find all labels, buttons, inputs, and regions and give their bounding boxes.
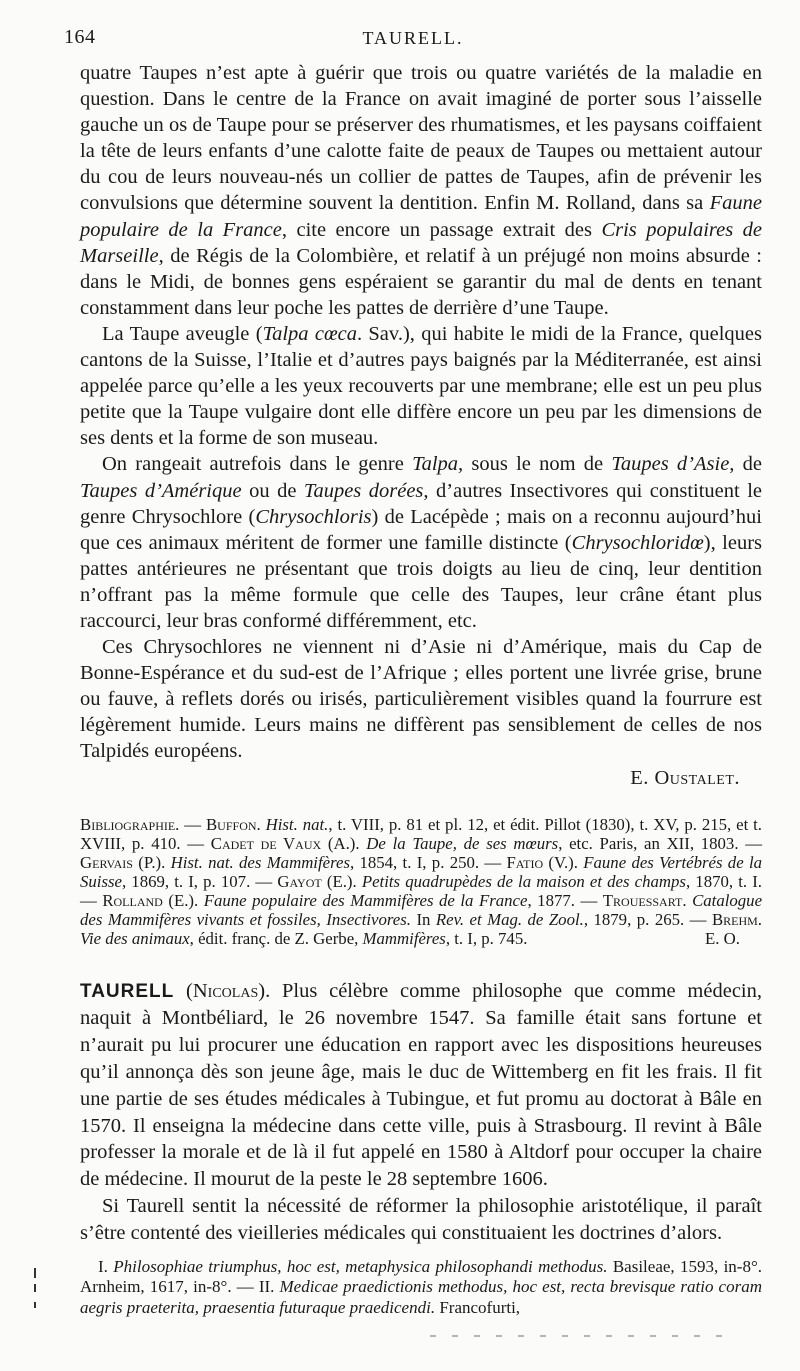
page-number: 164 [64,26,96,48]
talpa-paragraph-4: Ces Chrysochlores ne viennent ni d’Asie ni d’Amérique, mais du Cap de Bonne-Espérance et du sud-est de l’Afrique ; elles portent une livrée grise, brune ou fauve, à reflets dorés ou irisés, particulièrement visibles quand la fourrure est légèrement humide. Leurs mains ne diffèrent pas sensiblement de celles de nos Talpidés européens. [80,636,762,763]
taurell-entry [80,978,762,1318]
running-head: TAURELL. [362,28,464,48]
taurell-works-list: I. Philosophiae triumphus, hoc est, metaphysica philosophandi methodus. Basileae, 1593, in-8°. Arnheim, 1617, in-8°. — II. Medicae praedictionis methodus, hoc est, recta brevisque ratio coram aegris praeterita, praesentia futuraque praedicendi. Francofurti, [80,1256,762,1317]
page-header [64,22,762,54]
article-signature-line [80,765,762,791]
bibliography [80,815,762,948]
talpa-paragraph-2: La Taupe aveugle (Talpa cœca. Sav.), qui habite le midi de la France, quelques cantons de la Suisse, l’Italie et d’autres pays baignés par la Méditerranée, est ainsi appelée parce qu’elle a les yeux recouverts par une membrane; elle est un peu plus petite que la Taupe vulgaire dont elle diffère encore un peu par les dimensions de ses dents et la forme de son museau. [80,322,763,450]
margin-marks [32,1262,38,1322]
article-signature: E. Oustalet. [630,766,740,789]
taurell-paragraph-1 [80,978,762,1193]
entry-headword: TAURELL [80,980,175,1002]
bibliography-signature: E. O. [705,928,740,948]
page-body [80,60,762,1335]
bibliography-text: Bibliographie. — Buffon. Hist. nat., t. VIII, p. 81 et pl. 12, et édit. Pillot (1830), t. XV, p. 215, et t. XVIII, p. 410. — Cadet de Vaux (A.). De la Taupe, de ses mœurs, etc. Paris, an XII, 1803. — Gervais (P.). Hist. nat. des Mammifères, 1854, t. I, p. 250. — Fatio (V.). Faune des Vertébrés de la Suisse, 1869, t. I, p. 107. — Gayot (E.). Petits quadrupèdes de la maison et des champs, 1870, t. I. — Rolland (E.). Faune populaire des Mammifères de la France, 1877. — Trouessart. Catalogue des Mammifères vivants et fossiles, Insectivores. In Rev. et Mag. de Zool., 1879, p. 265. — Brehm. Vie des animaux, édit. franç. de Z. Gerbe, Mammifères, t. I, p. 745. [80,814,763,948]
taurell-paragraph-2: Si Taurell sentit la nécessité de réformer la philosophie aristotélique, il paraît s’être contenté des vieilleries médicales qui constituaient les doctrines d’alors. [80,1195,762,1244]
scan-artifact [430,1335,730,1337]
talpa-paragraph-3: On rangeait autrefois dans le genre Talpa, sous le nom de Taupes d’Asie, de Taupes d’Amérique ou de Taupes dorées, d’autres Insectivores qui constituent le genre Chrysochlore (Chrysochloris) de Lacépède ; mais on a reconnu aujourd’hui que ces animaux méritent de former une famille distincte (Chrysochloridœ), leurs pattes antérieures ne présentant que trois doigts au lieu de cinq, leur dentition n’offrant pas la même formule que celle des Taupes, leur crâne étant plus raccourci, leur bras conformé différemment, etc. [80,453,762,632]
taurell-paragraph-1-text: (Nicolas). Plus célèbre comme philosophe que comme médecin, naquit à Montbéliard, le 26 novembre 1547. Sa famille était sans fortune et n’aurait pu lui procurer une éducation en rapport avec les dispositions heureuses qu’il annonça dès son jeune âge, mais le duc de Wittemberg en fit les frais. Il fit une partie de ses études médicales à Tubingue, et fut promu au doctorat à Bâle en 1570. Il enseigna la médecine dans cette ville, puis à Strasbourg. Il revint à Bâle professer la morale et de là il fut appelé en 1580 à Altdorf pour occuper la chaire de médecine. Il mourut de la peste le 28 septembre 1606. [80,979,762,1191]
talpa-paragraph-1: quatre Taupes n’est apte à guérir que trois ou quatre variétés de la maladie en question. Dans le centre de la France on avait imaginé de porter sous l’aisselle gauche un os de Taupe pour se préserver des rhumatismes, et les paysans coiffaient la tête de leurs enfants d’une calotte faite de peaux de Taupes ou mettaient autour du cou de leurs nouveau-nés un collier de pattes de Taupes, afin de prévenir les convulsions que détermine souvent la dentition. Enfin M. Rolland, dans sa Faune populaire de la France, cite encore un passage extrait des Cris populaires de Marseille, de Régis de la Colombière, et relatif à un préjugé non moins absurde : dans le Midi, de bonnes gens espéraient se garantir du mal de dents en tenant constamment dans leur poche les pattes de derrière d’une Taupe. [80,62,763,319]
